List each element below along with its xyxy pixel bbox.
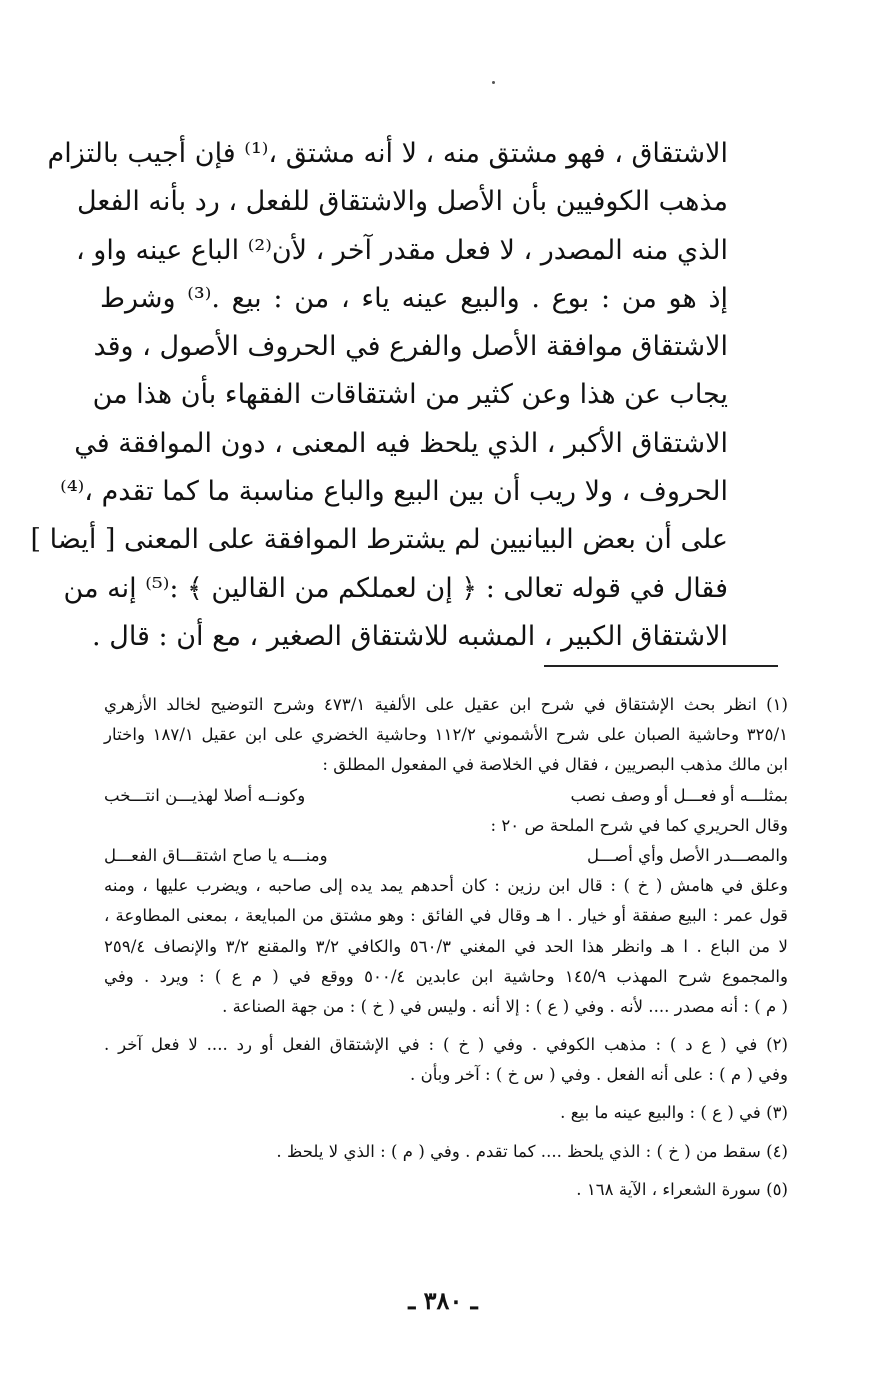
verse-2-second-hemistich: ومنـــه يا صاح اشتقـــاق الفعـــل xyxy=(104,845,328,865)
footnotes xyxy=(104,690,788,1205)
main-text-line: مذهب الكوفيين بأن الأصل والاشتقاق للفعل ، رد بأنه الفعل xyxy=(76,186,728,218)
footnote-5: (٥) سورة الشعراء ، الآية ١٦٨ . xyxy=(576,1179,788,1199)
main-text xyxy=(30,130,728,661)
main-text-line: الذي منه المصدر ، لا فعل مقدر آخر ، لأن⁽²⁾ الباع عينه واو ، xyxy=(76,234,728,266)
footnote-1-line: (١) انظر بحث الإشتقاق في شرح ابن عقيل على الألفية ٤٧٣/١ وشرح التوضيح لخالد الأزهري xyxy=(104,695,788,714)
main-text-line: فقال في قوله تعالى : ﴿ إن لعملكم من القالين ﴾ :⁽⁵⁾ إنه من xyxy=(63,572,728,604)
poem-verse-1 xyxy=(104,781,788,811)
footnote-1-line: والمجموع شرح المهذب ١٤٥/٩ وحاشية ابن عابدين ٥٠٠/٤ ووقع في ( م ع ) : ويرد . وفي xyxy=(104,966,788,986)
main-text-line: الحروف ، ولا ريب أن بين البيع والباع مناسبة ما كما تقدم ،⁽⁴⁾ xyxy=(60,476,728,508)
main-text-line: الاشتقاق ، فهو مشتق منه ، لا أنه مشتق ،⁽¹⁾ فإن أجيب بالتزام xyxy=(47,138,728,169)
main-text-line: الاشتقاق الكبير ، المشبه للاشتقاق الصغير ، مع أن : قال . xyxy=(92,620,728,652)
footnote-2-line: (٢) في ( ع د ) : مذهب الكوفي . وفي ( خ ) : في الإشتقاق الفعل أو رد .... لا فعل آخر . xyxy=(104,1035,788,1055)
main-text-line: على أن بعض البيانيين لم يشترط الموافقة على المعنى [ أيضا ] xyxy=(30,524,728,556)
main-text-line: الاشتقاق موافقة الأصل والفرع في الحروف الأصول ، وقد xyxy=(93,331,728,363)
footnote-1-line: قول عمر : البيع صفقة أو خيار . ا هـ وقال في الفائق : وهو مشتق من المبايعة ، بمعنى المطاوعة ، xyxy=(104,906,788,926)
page-speck xyxy=(492,81,495,84)
verse-1-second-hemistich: وكونــه أصلا لهذيـــن انتـــخب xyxy=(104,785,306,805)
main-text-line: يجاب عن هذا وعن كثير من اشتقاقات الفقهاء بأن هذا من xyxy=(92,379,728,411)
footnote-separator xyxy=(544,665,778,667)
footnote-1-line: ( م ) : أنه مصدر .... لأنه . وفي ( ع ) : إلا أنه . وليس في ( خ ) : من جهة الصناعة . xyxy=(222,996,788,1016)
footnote-2-line: وفي ( م ) : على أنه الفعل . وفي ( س خ ) : آخر وبأن . xyxy=(410,1065,788,1085)
main-text-line: الاشتقاق الأكبر ، الذي يلحظ فيه المعنى ، دون الموافقة في xyxy=(74,427,728,459)
verse-1-first-hemistich: بمثلـــه أو فعـــل أو وصف نصب xyxy=(570,785,788,805)
footnote-4: (٤) سقط من ( خ ) : الذي يلحظ .... كما تقدم . وفي ( م ) : الذي لا يلحظ . xyxy=(276,1141,788,1161)
main-text-line: إذ هو من : بوع . والبيع عينه ياء ، من : بيع .⁽³⁾ وشرط xyxy=(100,282,728,314)
footnote-1-line: ابن مالك مذهب البصريين ، فقال في الخلاصة في المفعول المطلق : xyxy=(322,755,788,775)
footnote-3: (٣) في ( ع ) : والبيع عينه ما بيع . xyxy=(560,1103,788,1123)
verse-2-first-hemistich: والمصـــدر الأصل وأي أصـــل xyxy=(587,845,788,865)
footnote-1-line: لا من الباع . ا هـ وانظر هذا الحد في المغني ٥٦٠/٣ والكافي ٣/٢ والمقنع ٣/٢ والإنصاف ٢٥٩/٤ xyxy=(104,936,788,956)
footnote-1-line: وقال الحريري كما في شرح الملحة ص ٢٠ : xyxy=(490,815,788,835)
page-number: ـ ٣٨٠ ـ xyxy=(408,1286,478,1315)
poem-verse-2 xyxy=(104,841,788,871)
footnote-1-line: ٣٢٥/١ وحاشية الصبان على شرح الأشموني ١١٢/٢ وحاشية الخضري على ابن عقيل ١٨٧/١ واختار xyxy=(104,725,788,745)
footnote-1-line: وعلق في هامش ( خ ) : قال ابن رزين : كان أحدهم يمد يده إلى صاحبه ، ويضرب عليها ، ومنه xyxy=(104,876,788,896)
